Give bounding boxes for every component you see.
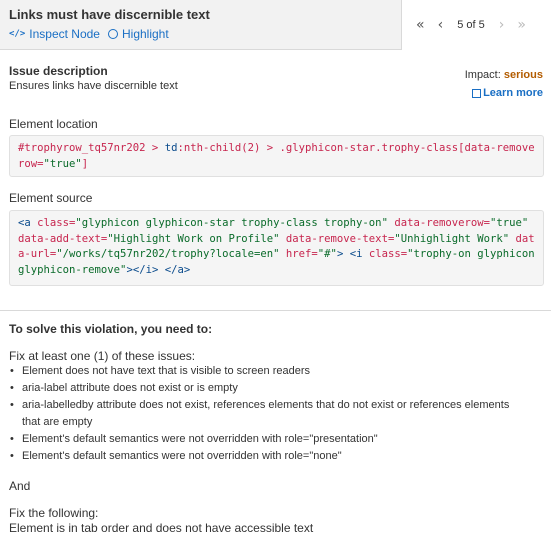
source-part: data-url= [18,232,535,260]
impact-label: Impact: [464,69,501,81]
section-divider [0,310,551,311]
source-part: data-remove-text= [279,232,395,245]
source-part: class= [37,217,76,229]
element-location-heading: Element location [9,117,98,131]
page-count: 5 of 5 [457,19,485,31]
external-link-icon [472,89,481,98]
impact [465,69,543,81]
first-page-button[interactable]: « [416,17,425,33]
source-part: href= [279,248,318,260]
inspect-node-button[interactable] [9,27,100,41]
list-item: • Element does not have text that is visible to screen readers [9,363,529,380]
learn-more-link[interactable] [472,87,543,99]
source-part: "true" [490,217,529,229]
source-part: ></i> </a> [126,263,191,276]
source-part: "Unhighlight Work" [394,232,510,245]
fix-any-list [9,363,529,465]
list-item: • aria-label attribute does not exist or is empty [9,380,529,397]
issue-description-heading: Issue description [9,64,108,78]
location-part: #trophyrow_tq57nr202 > [18,142,165,154]
impact-severity: serious [503,69,543,81]
fix-any-heading: Fix at least one (1) of these issues: [9,349,196,363]
highlight-button[interactable] [108,27,169,41]
solve-heading: To solve this violation, you need to: [9,322,213,336]
header-actions [9,27,169,41]
list-item: • Element's default semantics were not overridden with role="none" [9,448,529,465]
pager [401,0,551,50]
violation-title: Links must have discernible text [9,7,210,22]
source-part: "trophy-on glyphicon glyphicon-remove" [18,248,542,276]
location-part: :nth-child(2) > .glyphicon-star.trophy-class[data-removerow= [18,142,535,170]
source-part: "Highlight Work on Profile" [107,232,280,245]
source-part: class= [368,248,408,260]
list-item: • aria-labelledby attribute does not exist, references elements that do not exist or references elements that are empty [9,397,529,431]
location-part: ] [81,157,89,170]
source-part: "glyphicon glyphicon-star trophy-class trophy-on" [75,217,388,229]
location-part: td [164,142,178,154]
issue-description-text: Ensures links have discernible text [9,80,178,92]
and-label: And [9,479,31,493]
element-source-code [9,210,544,286]
highlight-icon [108,29,118,39]
learn-more-label: Learn more [483,87,543,99]
location-part: "true" [43,157,82,170]
fix-all-item: Element is in tab order and does not have accessible text [9,521,314,535]
element-location-code [9,135,544,177]
code-icon: </> [9,29,26,39]
inspect-node-label: Inspect Node [29,27,100,41]
fix-all-heading: Fix the following: [9,506,99,520]
last-page-button[interactable]: » [517,17,526,33]
highlight-label: Highlight [121,27,169,41]
source-part: <a [18,217,38,229]
source-part: > <i [336,248,369,260]
source-part: "#" [317,248,337,260]
source-part: data-removerow= [387,217,491,229]
next-page-button[interactable]: › [498,17,505,33]
violation-header [0,0,551,50]
source-part: data-add-text= [18,217,535,245]
previous-page-button[interactable]: ‹ [437,17,444,33]
source-part: "/works/tq57nr202/trophy?locale=en" [56,248,280,260]
element-source-heading: Element source [9,191,93,205]
list-item: • Element's default semantics were not overridden with role="presentation" [9,431,529,448]
